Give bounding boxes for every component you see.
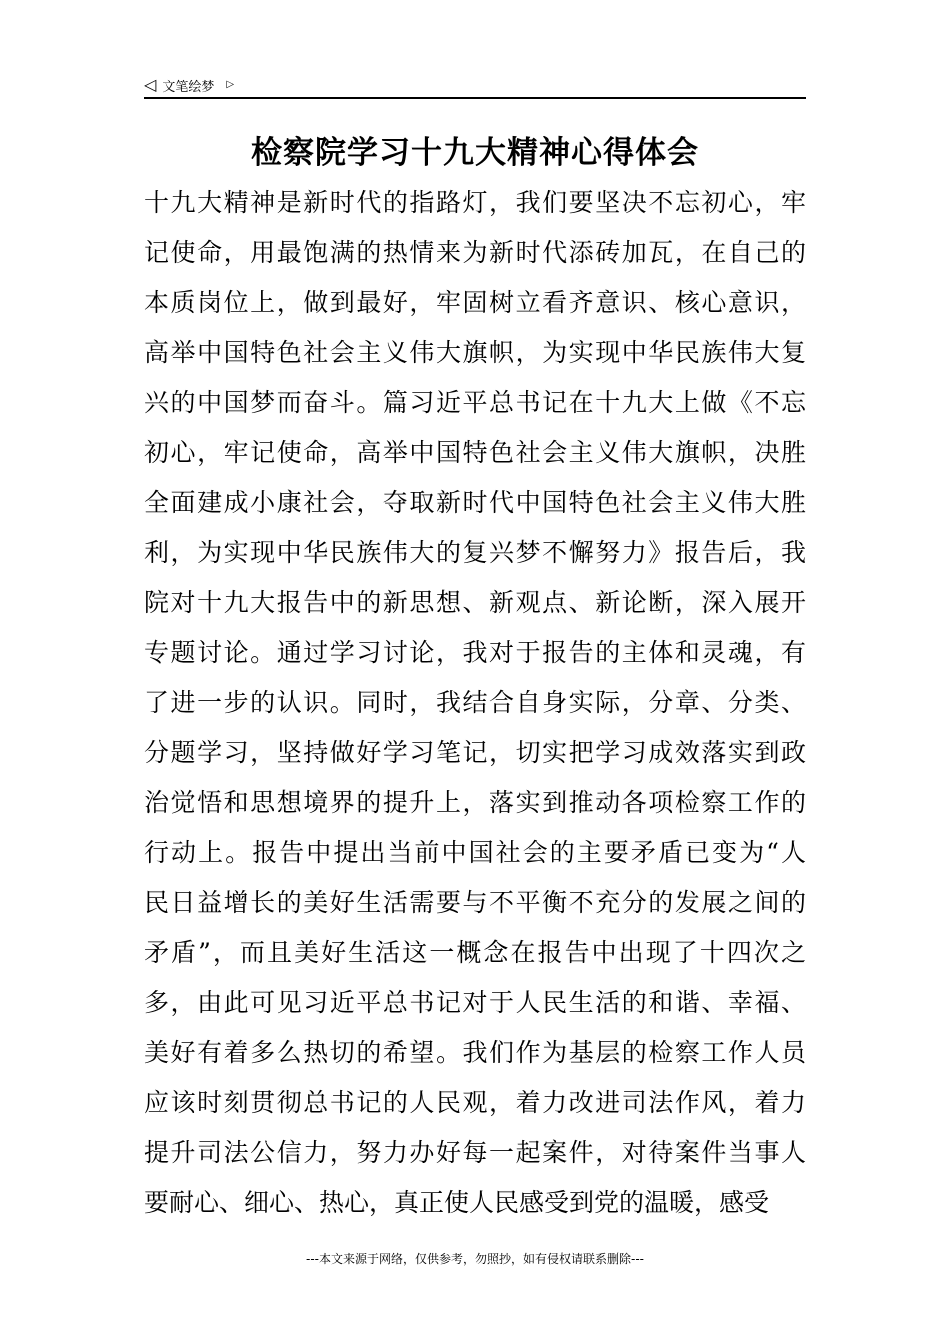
body-line: 了进一步的认识。同时，我结合自身实际，分章、分类、 <box>144 688 806 717</box>
body-line: 十九大精神是新时代的指路灯，我们要坚决不忘初心，牢 <box>144 188 806 217</box>
body-line: 多，由此可见习近平总书记对于人民生活的和谐、幸福、 <box>144 988 806 1017</box>
body-line: 应该时刻贯彻总书记的人民观，着力改进司法作风，着力 <box>144 1088 806 1117</box>
header-brand: 文笔绘梦 <box>162 79 215 95</box>
body-line: 矛盾”，而且美好生活这一概念在报告中出现了十四次之 <box>144 938 806 967</box>
document-title: 检察院学习十九大精神心得体会 <box>251 135 699 171</box>
body-line: 专题讨论。通过学习讨论，我对于报告的主体和灵魂，有 <box>144 638 806 667</box>
footer-notice: ---本文来源于网络，仅供参考，勿照抄，如有侵权请联系删除--- <box>306 1252 644 1266</box>
body-line: 利，为实现中华民族伟大的复兴梦不懈努力》报告后，我 <box>144 538 806 567</box>
document-body <box>144 178 806 1228</box>
body-line: 行动上。报告中提出当前中国社会的主要矛盾已变为“人 <box>144 838 806 867</box>
body-line: 分题学习，坚持做好学习笔记，切实把学习成效落实到政 <box>144 738 806 767</box>
body-line: 记使命，用最饱满的热情来为新时代添砖加瓦，在自己的 <box>144 238 806 267</box>
body-line: 本质岗位上，做到最好，牢固树立看齐意识、核心意识， <box>144 288 806 317</box>
body-line: 兴的中国梦而奋斗。篇习近平总书记在十九大上做《不忘 <box>144 388 806 417</box>
triangle-right-icon: ▷ <box>226 79 235 90</box>
body-line: 治觉悟和思想境界的提升上，落实到推动各项检察工作的 <box>144 788 806 817</box>
body-line: 民日益增长的美好生活需要与不平衡不充分的发展之间的 <box>144 888 806 917</box>
header-divider <box>144 97 806 99</box>
body-line: 提升司法公信力，努力办好每一起案件，对待案件当事人 <box>144 1138 806 1167</box>
body-line: 院对十九大报告中的新思想、新观点、新论断，深入展开 <box>144 588 806 617</box>
body-line: 全面建成小康社会，夺取新时代中国特色社会主义伟大胜 <box>144 488 806 517</box>
body-line: 要耐心、细心、热心，真正使人民感受到党的温暖，感受 <box>144 1188 770 1217</box>
triangle-left-icon: ◁ <box>144 75 157 94</box>
body-line: 高举中国特色社会主义伟大旗帜，为实现中华民族伟大复 <box>144 338 806 367</box>
body-line: 美好有着多么热切的希望。我们作为基层的检察工作人员 <box>144 1038 806 1067</box>
page-header <box>144 74 234 96</box>
body-line: 初心，牢记使命，高举中国特色社会主义伟大旗帜，决胜 <box>144 438 806 467</box>
